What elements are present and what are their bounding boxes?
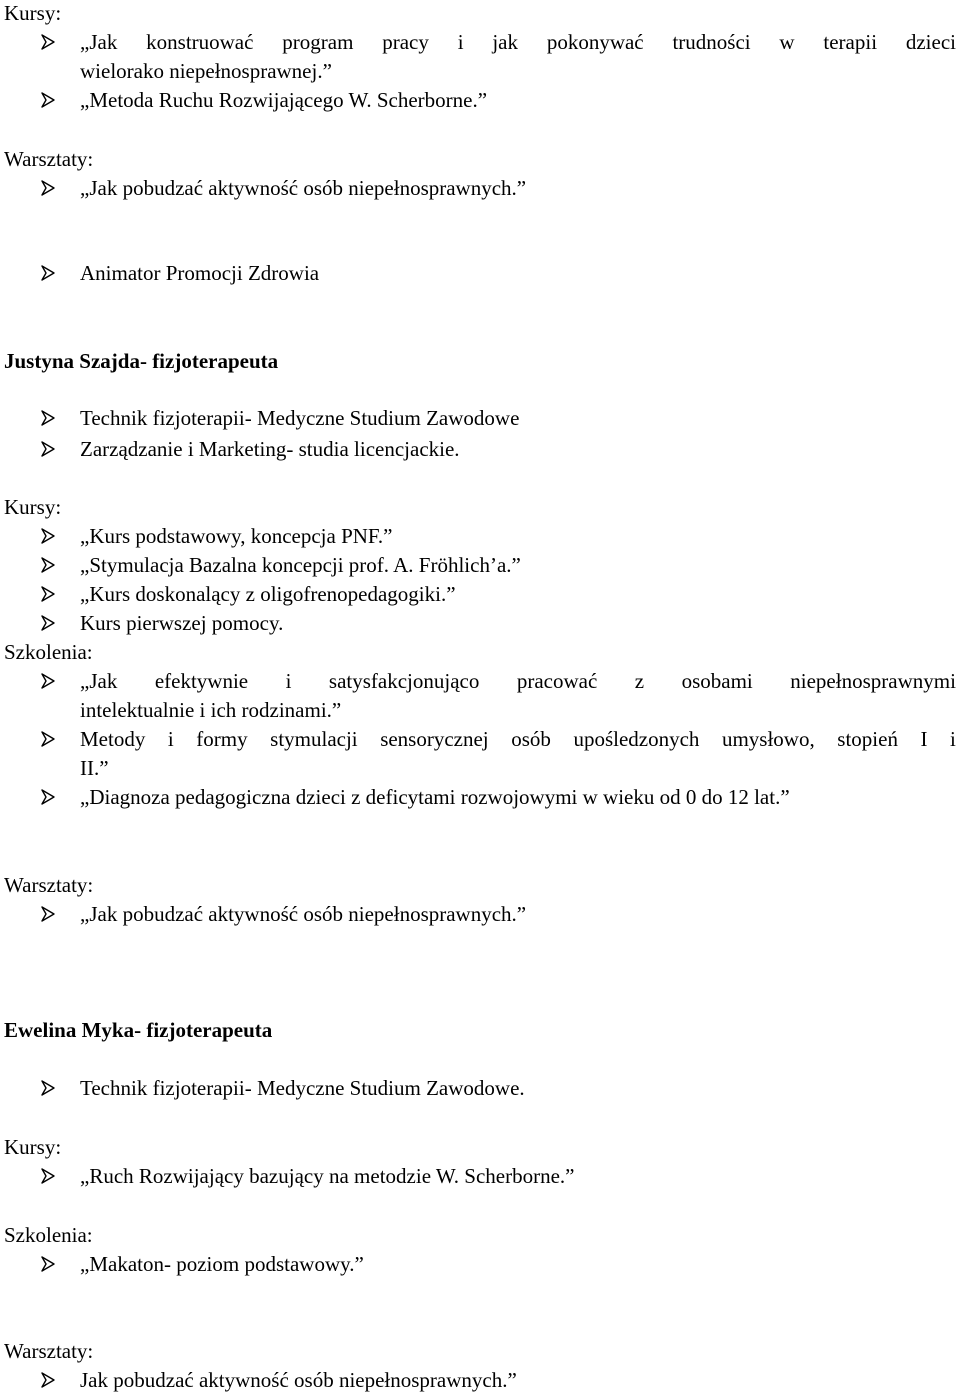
word: stopień — [837, 727, 898, 751]
word: pokonywać — [546, 30, 644, 54]
list-item-text: „Kurs podstawowy, koncepcja PNF.” — [80, 524, 393, 548]
person-heading: Ewelina Myka- fizjoterapeuta — [4, 1018, 273, 1042]
list-item-text: Jak pobudzać aktywność osób niepełnosprawnych.” — [80, 1368, 517, 1392]
arrowhead-bullet-icon — [40, 1367, 64, 1393]
word: pracować — [516, 669, 598, 693]
list-item-text — [80, 29, 956, 55]
word: i — [950, 727, 956, 751]
word: „Jak — [80, 30, 118, 54]
word: osób — [511, 727, 551, 751]
word: i — [167, 727, 174, 751]
arrowhead-bullet-icon — [40, 523, 64, 549]
section-label-warsztaty: Warsztaty: — [4, 873, 94, 897]
list-item-text — [80, 726, 956, 752]
arrowhead-bullet-icon — [40, 87, 64, 113]
list-item-text: „Makaton- poziom podstawowy.” — [80, 1252, 364, 1276]
word: pracy — [382, 30, 429, 54]
list-item-text: „Kurs doskonalący z oligofrenopedagogiki.” — [80, 582, 456, 606]
list-item-continuation: intelektualnie i ich rodzinami.” — [80, 698, 342, 722]
list-item-text: Animator Promocji Zdrowia — [80, 261, 320, 285]
arrowhead-bullet-icon — [40, 1163, 64, 1189]
arrowhead-bullet-icon — [40, 436, 64, 462]
list-item-text — [80, 668, 956, 694]
list-item-text: „Metoda Ruchu Rozwijającego W. Scherborne.” — [80, 88, 488, 112]
word: Metody — [80, 727, 146, 751]
word: osobami — [681, 669, 753, 693]
arrowhead-bullet-icon — [40, 581, 64, 607]
section-label-warsztaty: Warsztaty: — [4, 1339, 94, 1363]
arrowhead-bullet-icon — [40, 29, 64, 55]
word: terapii — [823, 30, 878, 54]
word: jak — [492, 30, 518, 54]
word: dzieci — [905, 30, 956, 54]
arrowhead-bullet-icon — [40, 726, 64, 752]
list-item-text: Technik fizjoterapii- Medyczne Studium Zawodowe — [80, 406, 520, 430]
word: umysłowo, — [721, 727, 815, 751]
list-item-continuation: wielorako niepełnosprawnej.” — [80, 59, 332, 83]
list-item-text: Zarządzanie i Marketing- studia licencjackie. — [80, 437, 460, 461]
word: i — [285, 669, 292, 693]
word: z — [634, 669, 645, 693]
arrowhead-bullet-icon — [40, 901, 64, 927]
word: program — [282, 30, 354, 54]
word: upośledzonych — [573, 727, 700, 751]
word: niepełnosprawnymi — [790, 669, 956, 693]
list-item-text: „Stymulacja Bazalna koncepcji prof. A. Fröhlich’a.” — [80, 553, 521, 577]
word: satysfakcjonująco — [328, 669, 480, 693]
list-item-continuation: II.” — [80, 756, 109, 780]
arrowhead-bullet-icon — [40, 668, 64, 694]
list-item-text: Kurs pierwszej pomocy. — [80, 611, 284, 635]
arrowhead-bullet-icon — [40, 1251, 64, 1277]
word: efektywnie — [154, 669, 249, 693]
list-item-text: „Jak pobudzać aktywność osób niepełnosprawnych.” — [80, 176, 527, 200]
word: konstruować — [146, 30, 254, 54]
list-item-text: „Jak pobudzać aktywność osób niepełnosprawnych.” — [80, 902, 527, 926]
arrowhead-bullet-icon — [40, 175, 64, 201]
list-item-text: Technik fizjoterapii- Medyczne Studium Zawodowe. — [80, 1076, 525, 1100]
arrowhead-bullet-icon — [40, 1075, 64, 1101]
list-item-text: „Ruch Rozwijający bazujący na metodzie W. Scherborne.” — [80, 1164, 575, 1188]
word: „Jak — [80, 669, 118, 693]
section-label-szkolenia: Szkolenia: — [4, 640, 93, 664]
word: sensorycznej — [380, 727, 489, 751]
section-label-szkolenia: Szkolenia: — [4, 1223, 93, 1247]
section-label-kursy: Kursy: — [4, 1135, 62, 1159]
word: trudności — [672, 30, 751, 54]
person-heading: Justyna Szajda- fizjoterapeuta — [4, 349, 279, 373]
word: formy — [196, 727, 248, 751]
word: I — [920, 727, 928, 751]
arrowhead-bullet-icon — [40, 610, 64, 636]
arrowhead-bullet-icon — [40, 784, 64, 810]
section-label-warsztaty: Warsztaty: — [4, 147, 94, 171]
word: stymulacji — [270, 727, 358, 751]
word: w — [779, 30, 795, 54]
section-label-kursy: Kursy: — [4, 495, 62, 519]
word: i — [457, 30, 464, 54]
list-item-text: „Diagnoza pedagogiczna dzieci z deficytami rozwojowymi w wieku od 0 do 12 lat.” — [80, 785, 790, 809]
arrowhead-bullet-icon — [40, 405, 64, 431]
arrowhead-bullet-icon — [40, 260, 64, 286]
arrowhead-bullet-icon — [40, 552, 64, 578]
section-label-kursy: Kursy: — [4, 1, 62, 25]
